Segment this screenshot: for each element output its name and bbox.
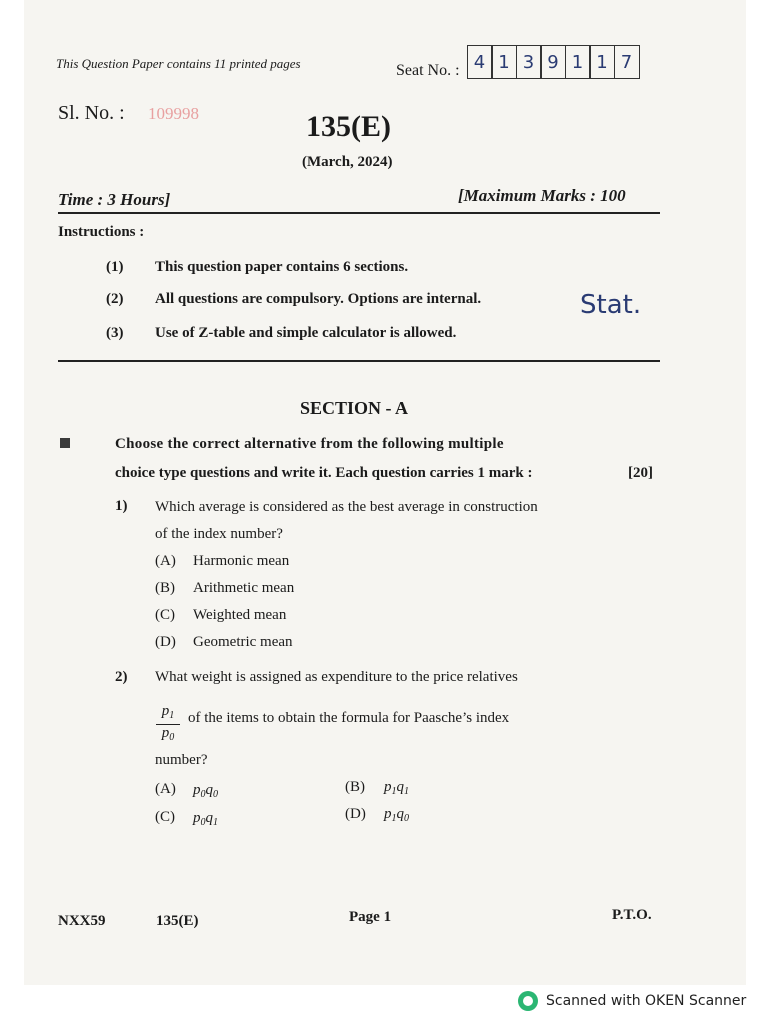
option-text: $p_1q_1$ <box>384 779 409 797</box>
scanner-logo-icon <box>518 991 538 1011</box>
page-number: Page 1 <box>349 909 392 925</box>
exam-paper <box>24 0 746 985</box>
option-label: (C) <box>155 809 175 825</box>
seat-label: Seat No. : <box>396 62 460 79</box>
section-directive-line2: choice type questions and write it. Each question carries 1 mark : <box>115 465 533 481</box>
instruction-text: All questions are compulsory. Options are internal. <box>155 291 482 307</box>
instruction-number: (1) <box>106 259 124 275</box>
option-text: Harmonic mean <box>193 553 290 569</box>
exam-session: (March, 2024) <box>302 154 393 170</box>
bullet-square-icon <box>60 438 70 448</box>
option-text: $p_1q_0$ <box>384 806 409 824</box>
handwritten-note: Stat. <box>580 290 642 320</box>
seat-digit: 3 <box>516 45 542 79</box>
question-text: Which average is considered as the best average in construction <box>155 499 538 515</box>
pages-note: This Question Paper contains 11 printed pages <box>56 56 301 71</box>
option-label: (D) <box>345 806 366 822</box>
option-text: Weighted mean <box>193 607 287 623</box>
seat-number-boxes <box>468 45 640 79</box>
header-divider <box>58 212 660 214</box>
instruction-number: (3) <box>106 325 124 341</box>
serial-number: 109998 <box>148 104 199 123</box>
option-text: Arithmetic mean <box>193 580 295 596</box>
option-text: Geometric mean <box>193 634 293 650</box>
option-text: $p_0q_1$ <box>193 810 218 828</box>
price-relative-fraction <box>156 703 180 746</box>
question-text: number? <box>155 752 208 768</box>
question-text: What weight is assigned as expenditure to the price relatives <box>155 669 518 685</box>
fraction-denominator: $p_0$ <box>161 725 175 743</box>
question-number: 2) <box>115 669 128 685</box>
section-title: SECTION - A <box>300 398 409 418</box>
option-label: (B) <box>345 779 365 795</box>
question-text: of the index number? <box>155 526 283 542</box>
instructions-divider <box>58 360 660 362</box>
option-text: $p_0q_0$ <box>193 782 218 800</box>
instruction-text: This question paper contains 6 sections. <box>155 259 409 275</box>
instructions-title: Instructions : <box>58 224 145 240</box>
question-text: of the items to obtain the formula for Paasche’s index <box>188 710 510 726</box>
footer-paper-code: 135(E) <box>156 913 199 929</box>
scanner-text: Scanned with OKEN Scanner <box>546 993 747 1009</box>
option-label: (A) <box>155 781 176 797</box>
seat-digit: 7 <box>614 45 640 79</box>
time-allowed: Time : 3 Hours] <box>58 190 171 209</box>
seat-digit: 4 <box>467 45 493 79</box>
pto-label: P.T.O. <box>612 907 652 923</box>
footer-code: NXX59 <box>58 913 106 929</box>
scanner-watermark <box>518 991 746 1011</box>
instruction-number: (2) <box>106 291 124 307</box>
option-label: (A) <box>155 553 176 569</box>
option-label: (C) <box>155 607 175 623</box>
seat-digit: 9 <box>540 45 566 79</box>
seat-digit: 1 <box>589 45 615 79</box>
seat-digit: 1 <box>491 45 517 79</box>
fraction-numerator: $p_1$ <box>156 703 180 725</box>
maximum-marks: [Maximum Marks : 100 <box>458 186 626 205</box>
paper-code: 135(E) <box>306 110 391 143</box>
section-directive-line1: Choose the correct alternative from the following multiple <box>115 436 504 452</box>
serial-label: Sl. No. : <box>58 102 125 124</box>
section-marks: [20] <box>628 465 653 481</box>
option-label: (B) <box>155 580 175 596</box>
question-number: 1) <box>115 498 128 514</box>
option-label: (D) <box>155 634 176 650</box>
instruction-text: Use of Z-table and simple calculator is allowed. <box>155 325 457 341</box>
seat-digit: 1 <box>565 45 591 79</box>
